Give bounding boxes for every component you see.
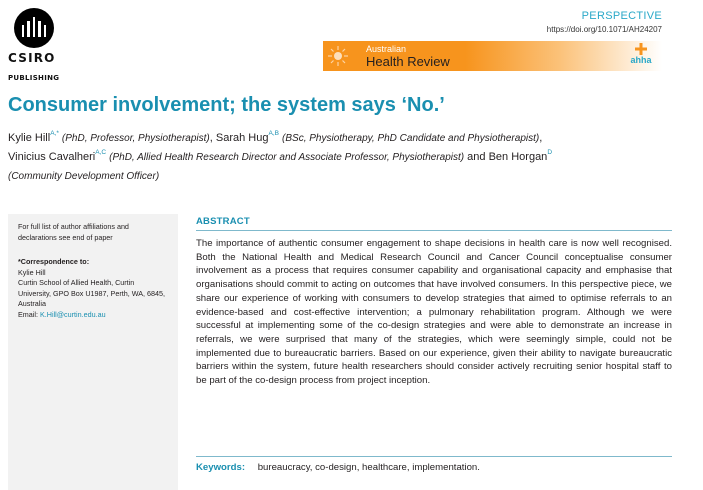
author-separator: ,: [209, 132, 216, 144]
logo-name: CSIRO: [8, 51, 56, 65]
author-name[interactable]: Vinicius Cavalheri: [8, 151, 96, 163]
journal-banner: [323, 41, 662, 71]
author-credentials: (PhD, Professor, Physiotherapist): [61, 133, 210, 144]
email-label: Email:: [18, 309, 38, 319]
email-link[interactable]: K.Hill@curtin.edu.au: [39, 309, 106, 319]
author-credentials: (Community Development Officer): [8, 171, 160, 182]
author-affiliation[interactable]: A,C: [95, 149, 107, 156]
abstract-heading: ABSTRACT: [196, 216, 250, 227]
abstract-text: The importance of authentic consumer engagement to shape decisions in health care is now well recognised. Both the National Health and Medical Research Council and Cancer Council conceptualise consumer involvement as a process that requires consumer capability and organisational capacity and emphasise that organisations should commit to acting on outcomes that have involved consumers. In this perspective piece, we share our experience of working with consumers to develop strategies that aimed to optimise referrals to an evidence-based and cost-effective intervention; a pulmonary rehabilitation program. Although we were successful at implementing some of the co-design strategies and were able to demonstrate an increase in referrals, we were surprised that many of the strategies, which were seemingly simple, could not be implemented due to bureaucratic barriers. Based on our experience, given their ability to navigate bureaucratic barriers within the system, future health researchers should consider actively recruiting senior hospital staff to be part of the co-design process from project inception.: [196, 238, 672, 387]
correspondence-address: Curtin School of Allied Health, Curtin University, GPO Box U1987, Perth, WA, 6845, Australia: [18, 278, 166, 308]
author-credentials: (PhD, Allied Health Research Director and Associate Professor, Physiotherapist): [109, 152, 465, 163]
author-name[interactable]: Sarah Hug: [215, 132, 269, 144]
ahha-logo: [628, 43, 654, 65]
keywords-row: [196, 462, 480, 473]
logo-sub: PUBLISHING: [8, 74, 60, 82]
author-affiliation[interactable]: A,B: [268, 130, 279, 137]
author-separator: and: [464, 151, 489, 163]
author-name[interactable]: Ben Horgan: [488, 151, 548, 163]
doi-link[interactable]: https://doi.org/10.1071/AH24207: [546, 25, 662, 34]
article-title: Consumer involvement; the system says ‘No.’: [8, 94, 445, 116]
csiro-publishing-logo: [8, 8, 68, 82]
author-name[interactable]: Kylie Hill: [8, 132, 51, 144]
banner-line-1: Australian: [366, 44, 407, 54]
correspondence-name: Kylie Hill: [18, 267, 46, 277]
affiliations-note: For full list of author affiliations and declarations see end of paper: [18, 222, 129, 242]
csiro-logo-icon: [14, 8, 54, 48]
author-affiliation[interactable]: A,*: [50, 130, 59, 137]
author-affiliation[interactable]: D: [547, 149, 553, 156]
correspondence-sidebar: [8, 214, 178, 490]
keywords-divider: [196, 456, 672, 457]
author-list: [8, 129, 670, 186]
author-separator: ,: [539, 132, 543, 144]
correspondence-heading: *Correspondence to:: [18, 257, 90, 266]
sun-icon: [327, 45, 349, 67]
keywords-label: Keywords:: [196, 462, 246, 473]
ahha-text: ahha: [630, 55, 652, 65]
article-type-label: PERSPECTIVE: [581, 10, 662, 22]
keywords-list: bureaucracy, co-design, healthcare, implementation.: [257, 462, 480, 473]
abstract-divider: [196, 230, 672, 231]
ahha-cross-icon: [635, 43, 647, 55]
journal-name: Health Review: [366, 54, 450, 69]
correspondence-email-row: [18, 310, 168, 321]
author-credentials: (BSc, Physiotherapy, PhD Candidate and Physiotherapist): [282, 133, 540, 144]
